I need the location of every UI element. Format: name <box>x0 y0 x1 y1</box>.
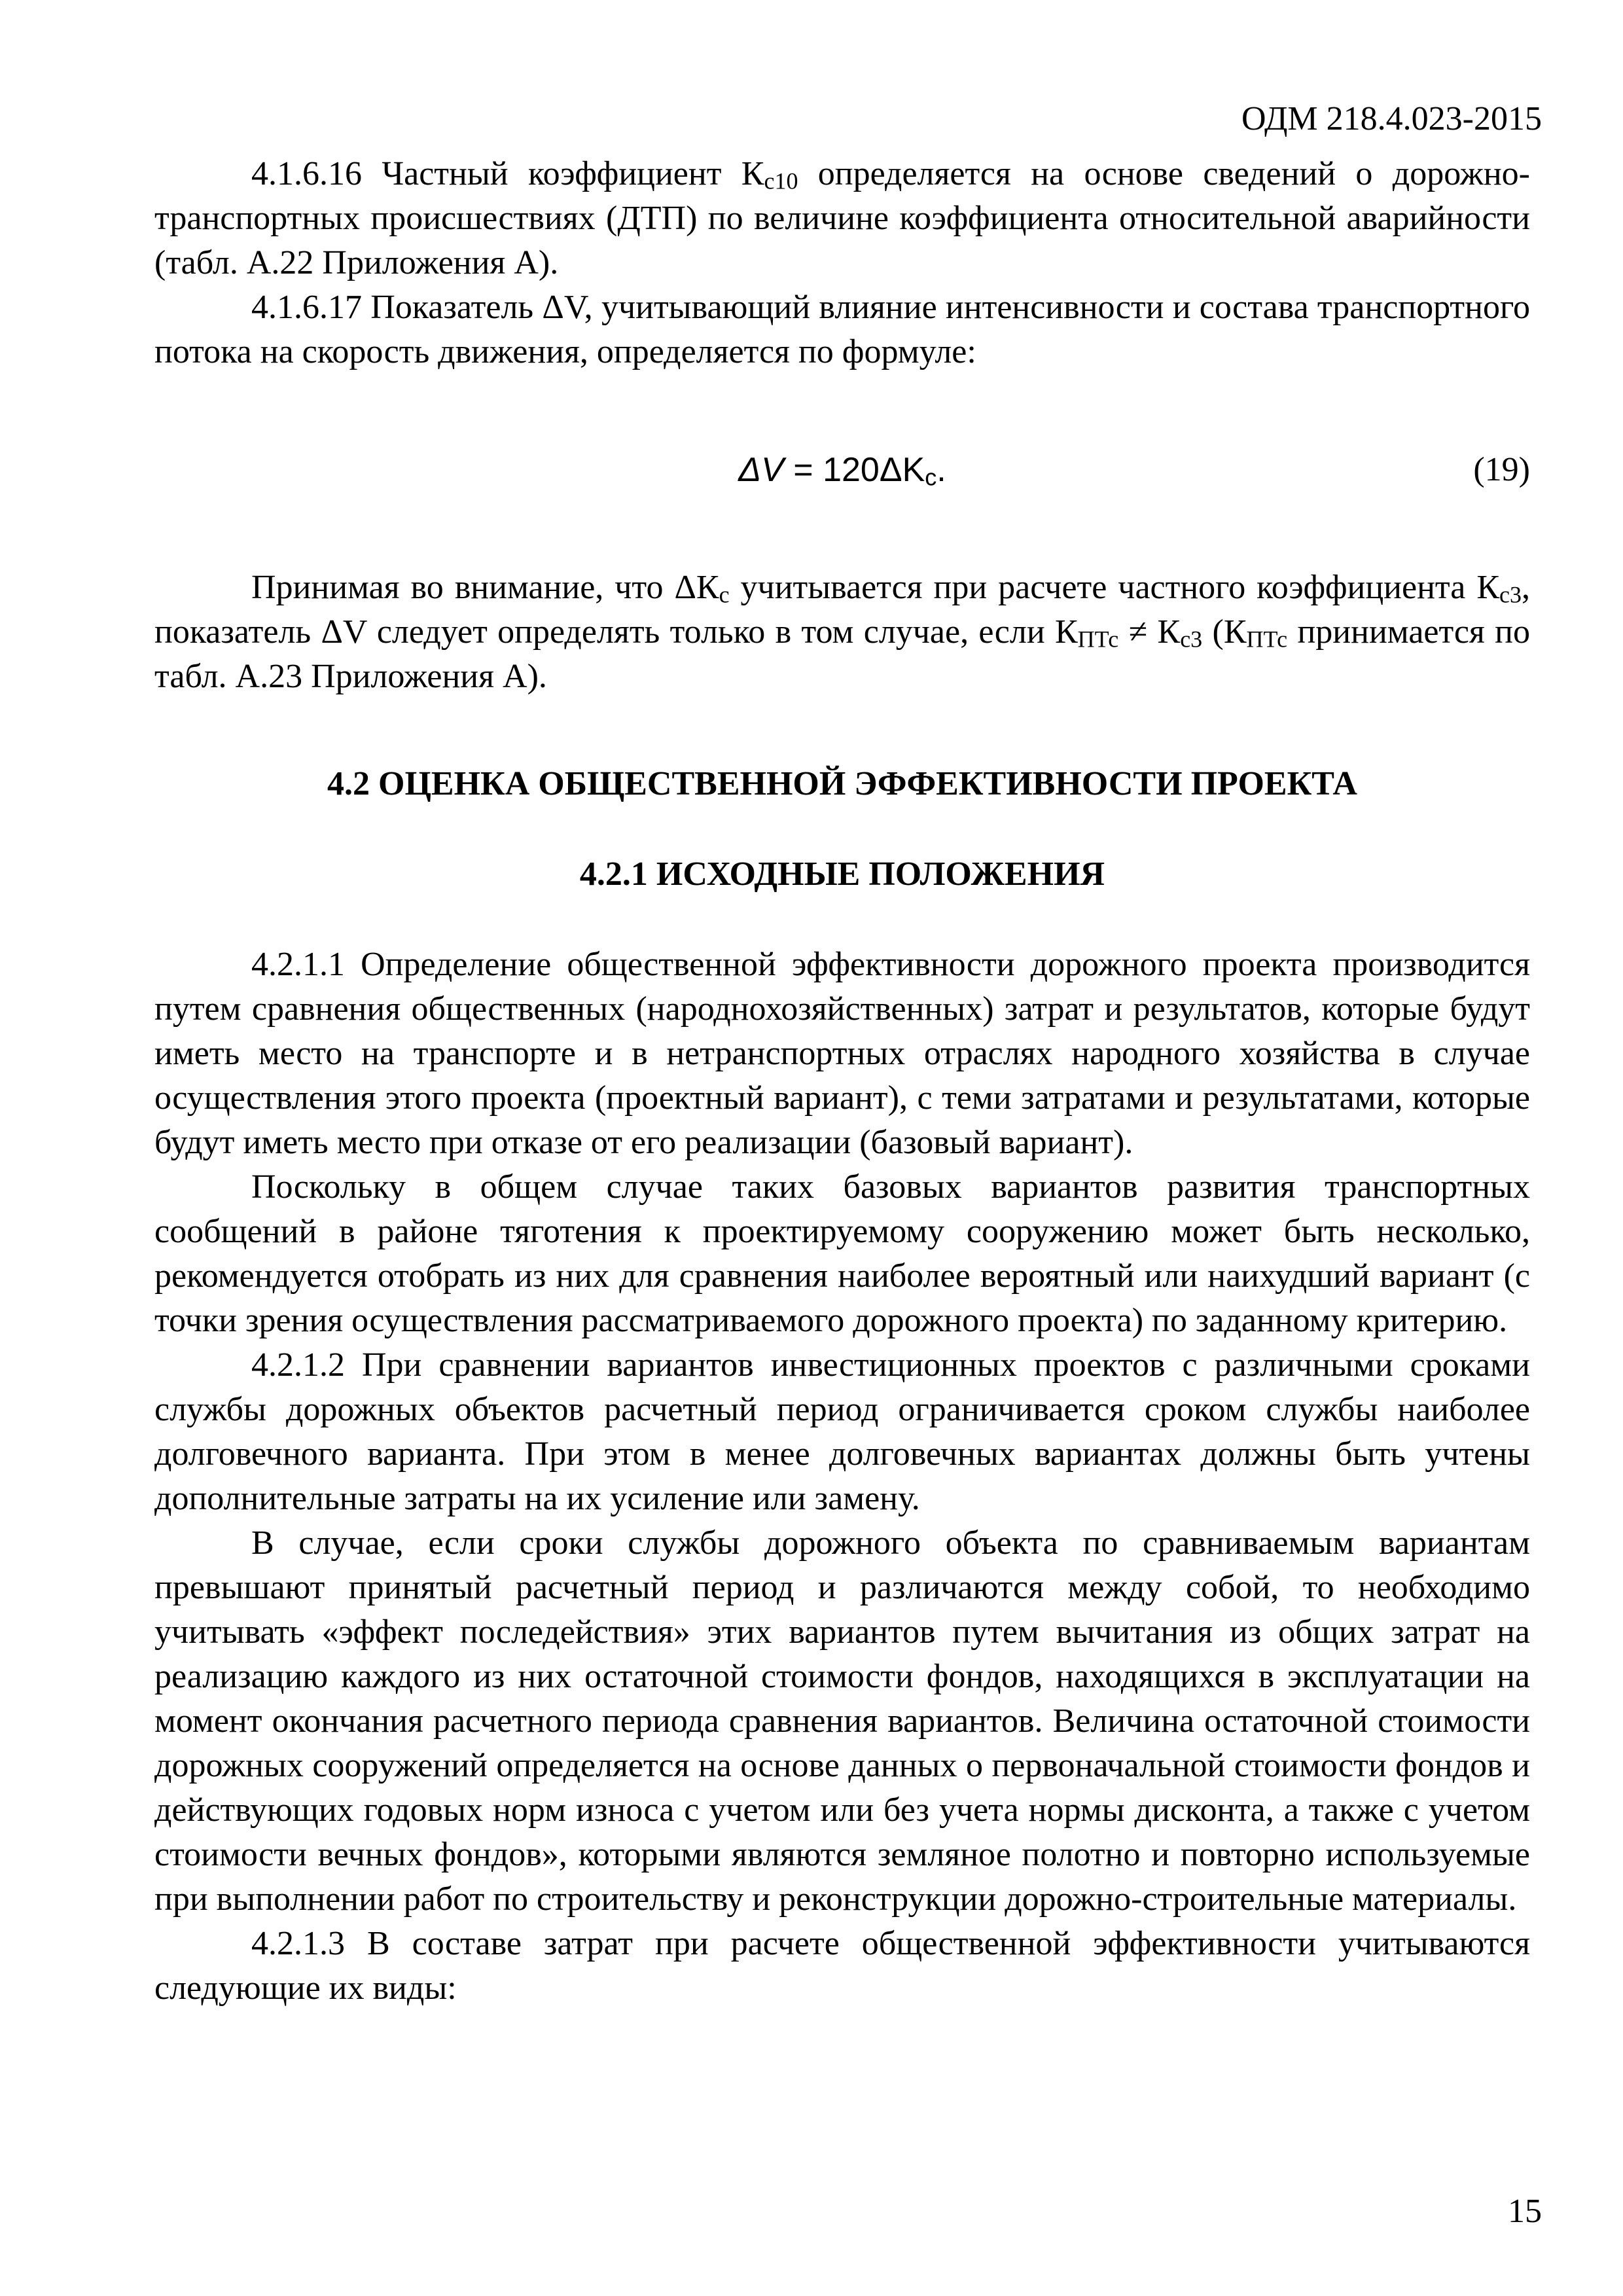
subscript: с3 <box>1180 626 1203 653</box>
text: Принимая во внимание, что ΔК <box>251 569 719 606</box>
formula-end: . <box>936 451 946 489</box>
page-number: 15 <box>1508 2193 1542 2230</box>
subscript: с <box>719 581 730 608</box>
formula-subscript: с <box>925 463 937 491</box>
formula-expression <box>154 448 1530 492</box>
section-title: 4.2 ОЦЕНКА ОБЩЕСТВЕННОЙ ЭФФЕКТИВНОСТИ ПРОЕКТА <box>327 765 1357 802</box>
paragraph-4-2-1-3: 4.2.1.3 В составе затрат при расчете общественной эффективности учитываются следующие их виды: <box>154 1925 1530 2007</box>
subscript: с3 <box>1499 581 1522 608</box>
paragraph-4-1-6-17: 4.1.6.17 Показатель ΔV, учитывающий влияние интенсивности и состава транспортного потока на скорость движения, определяется по формуле: <box>154 289 1530 370</box>
text: учитывается при расчете частного коэффициента К <box>729 569 1500 606</box>
text: определяется на основе сведений о дорожно-транспортных происшествиях (ДТП) по величине коэффициента относительной аварийности (табл. А.22 Приложения А). <box>154 155 1530 281</box>
text: (К <box>1202 613 1247 651</box>
paragraph-residual-value: В случае, если сроки службы дорожного объекта по сравниваемым вариантам превышают принятый расчетный период и различаются между собой, то необходимо учитывать «эффект последействия» этих вариантов путем вычитания из общих затрат на реализацию каждого из них остаточной стоимости фондов, находящихся в эксплуатации на момент окончания расчетного периода сравнения вариантов. Величина остаточной стоимости дорожных сооружений определяется на основе данных о первоначальной стоимости фондов и действующих годовых норм износа с учетом или без учета нормы дисконта, а также с учетом стоимости вечных фондов», которыми являются земляное полотно и повторно используемые при выполнении работ по строительству и реконструкции дорожно-строительные материалы. <box>154 1524 1530 1918</box>
paragraph-delta-v-note <box>154 565 1530 699</box>
document-code: ОДМ 218.4.023-2015 <box>1241 100 1542 137</box>
document-body <box>154 152 1530 2011</box>
formula-lhs: ΔV <box>738 451 784 489</box>
subscript: ПТс <box>1077 626 1119 653</box>
paragraph-4-1-6-16 <box>154 152 1530 285</box>
text: , показатель ΔV следует определять только в том случае, если К <box>154 569 1530 651</box>
text: 4.1.6.16 Частный коэффициент К <box>251 155 764 192</box>
formula-19 <box>154 448 1530 492</box>
text: ≠ К <box>1118 613 1181 651</box>
paragraph-4-2-1-2: 4.2.1.2 При сравнении вариантов инвестиционных проектов с различными сроками службы дорожных объектов расчетный период ограничивается сроком службы наиболее долговечного варианта. При этом в менее долговечных вариантах должны быть учтены дополнительные затраты на их усиление или замену. <box>154 1346 1530 1517</box>
text: принимается по табл. А.23 Приложения А). <box>154 613 1531 695</box>
formula-rhs: = 120ΔK <box>783 451 925 489</box>
paragraph-4-2-1-1: 4.2.1.1 Определение общественной эффективности дорожного проекта производится путем сравнения общественных (народнохозяйственных) затрат и результатов, которые будут иметь место на транспорте и в нетранспортных отраслях народного хозяйства в случае осуществления этого проекта (проектный вариант), с теми затратами и результатами, которые будут иметь место при отказе от его реализации (базовый вариант). <box>154 946 1530 1161</box>
subscript: ПТс <box>1246 626 1288 653</box>
subscript: с10 <box>764 168 798 194</box>
formula-number: (19) <box>1473 451 1530 488</box>
paragraph-base-variants: Поскольку в общем случае таких базовых вариантов развития транспортных сообщений в районе тяготения к проектируемому сооружению может быть несколько, рекомендуется отобрать из них для сравнения наиболее вероятный или наихудший вариант (с точки зрения осуществления рассматриваемого дорожного проекта) по заданному критерию. <box>154 1168 1530 1339</box>
subsection-title: 4.2.1 ИСХОДНЫЕ ПОЛОЖЕНИЯ <box>579 855 1105 893</box>
